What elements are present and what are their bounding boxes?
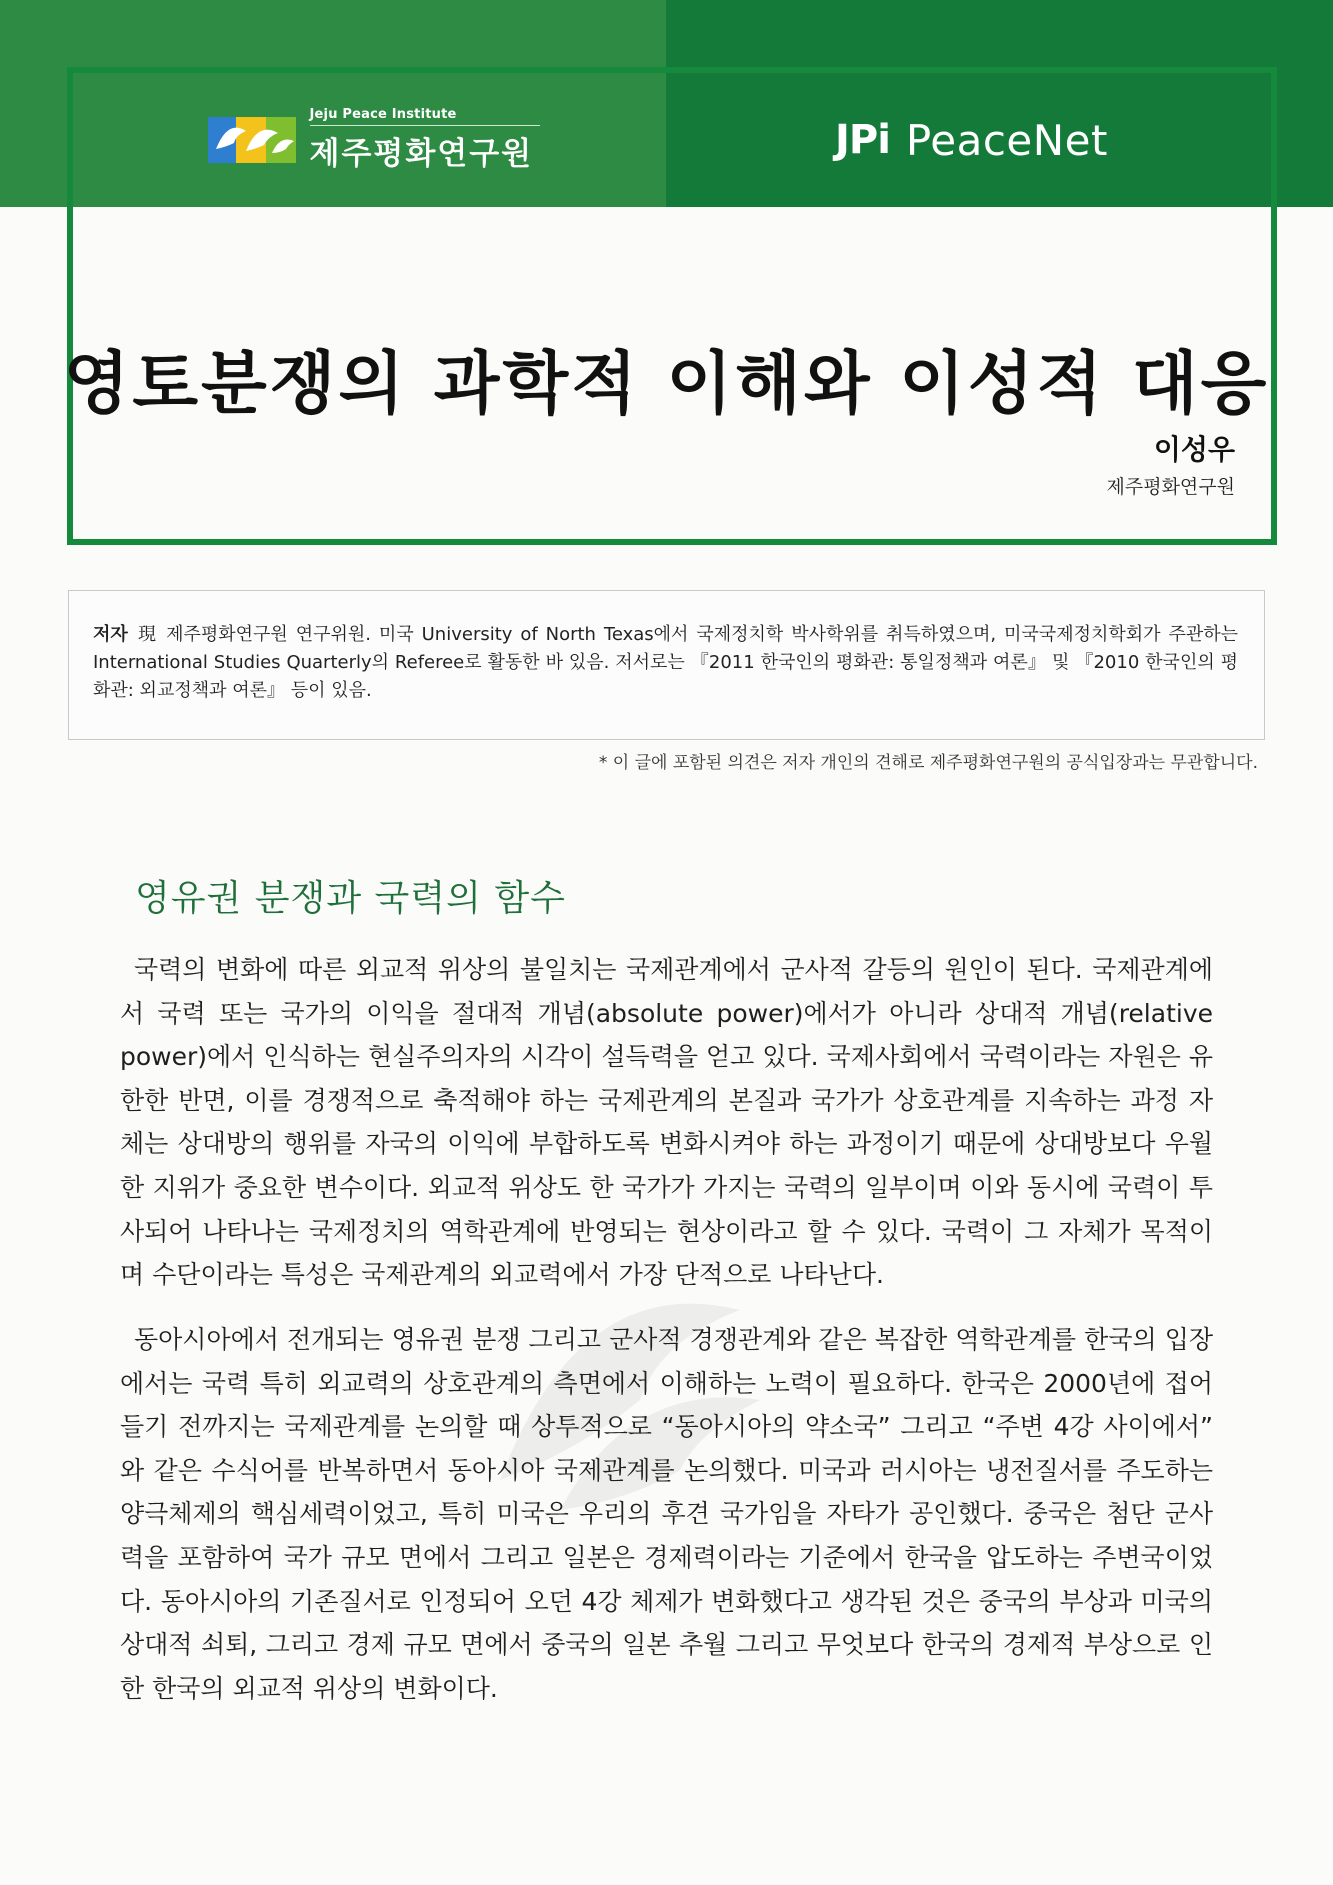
author-name: 이성우 — [1153, 433, 1235, 466]
author-bio — [93, 621, 1238, 705]
disclaimer: * 이 글에 포함된 의견은 저자 개인의 견해로 제주평화연구원의 공식입장과는 무관합니다. — [598, 753, 1258, 773]
logo-right-area — [672, 73, 1271, 207]
author-org: 제주평화연구원 — [1106, 476, 1235, 498]
peacenet-brand: PeaceNet — [905, 115, 1108, 165]
frame-logo-row — [73, 73, 1271, 207]
jpi-mark: JPi — [835, 117, 890, 163]
section-heading: 영유권 분쟁과 국력의 함수 — [135, 878, 566, 919]
peacenet-logo — [835, 116, 1108, 165]
title-frame — [67, 67, 1277, 545]
bio-label: 저자 — [93, 624, 128, 645]
dove-logo-icon — [206, 109, 298, 171]
body-paragraph-2: 동아시아에서 전개되는 영유권 분쟁 그리고 군사적 경쟁관계와 같은 복잡한 역학관계를 한국의 입장에서는 국력 특히 외교력의 상호관계의 측면에서 이해하는 노력이 필요하다. 한국은 2000년에 접어들기 전까지는 국제관계를 논의할 때 상투적으로 “동아시아의 약소국” 그리고 “주변 4강 사이에서” 와 같은 수식어를 반복하면서 동아시아 국제관계를 논의했다. 미국과 러시아는 냉전질서를 주도하는 양극체제의 핵심세력이었고, 특히 미국은 우리의 후견 국가임을 자타가 공인했다. 중국은 첨단 군사력을 포함하여 국가 규모 면에서 그리고 일본은 경제력이라는 기준에서 한국을 압도하는 주변국이었다. 동아시아의 기존질서로 인정되어 오던 4강 체제가 변화했다고 생각된 것은 중국의 부상과 미국의 상대적 쇠퇴, 그리고 경제 규모 면에서 중국의 일본 추월 그리고 무엇보다 한국의 경제적 부상으로 인한 한국의 외교적 위상의 변화이다. — [120, 1325, 1213, 1703]
author-bio-box — [68, 590, 1265, 740]
page-title: 영토분쟁의 과학적 이해와 이성적 대응 — [63, 345, 1270, 424]
institute-name-ko: 제주평화연구원 — [309, 136, 534, 172]
body-paragraph-1: 국력의 변화에 따른 외교적 위상의 불일치는 국제관계에서 군사적 갈등의 원인이 된다. 국제관계에서 국력 또는 국가의 이익을 절대적 개념(absolute power)에서가 아니라 상대적 개념(relative power)에서 인식하는 현실주의자의 시각이 설득력을 얻고 있다. 국제사회에서 국력이라는 자원은 유한한 반면, 이를 경쟁적으로 축적해야 하는 국제관계의 본질과 국가가 상호관계를 지속하는 과정 자체는 상대방의 행위를 자국의 이익에 부합하도록 변화시켜야 하는 과정이기 때문에 상대방보다 우월한 지위가 중요한 변수이다. 외교적 위상도 한 국가가 가지는 국력의 일부이며 이와 동시에 국력이 투사되어 나타나는 국제정치의 역학관계에 반영되는 현상이라고 할 수 있다. 국력이 그 자체가 목적이며 수단이라는 특성은 국제관계의 외교력에서 가장 단적으로 나타난다. — [120, 955, 1213, 1290]
logo-left-area — [73, 73, 672, 207]
institute-name-en: Jeju Peace Institute — [310, 107, 540, 126]
institute-logo — [206, 107, 540, 173]
bio-text: 現 제주평화연구원 연구위원. 미국 University of North Texas에서 국제정치학 박사학위를 취득하였으며, 미국국제정치학회가 주관하는 International Studies Quarterly의 Referee로 활동한 바 있음. 저서로는 『2011 한국인의 평화관: 통일정책과 여론』 및 『2010 한국인의 평화관: 외교정책과 여론』 등이 있음. — [93, 624, 1238, 701]
